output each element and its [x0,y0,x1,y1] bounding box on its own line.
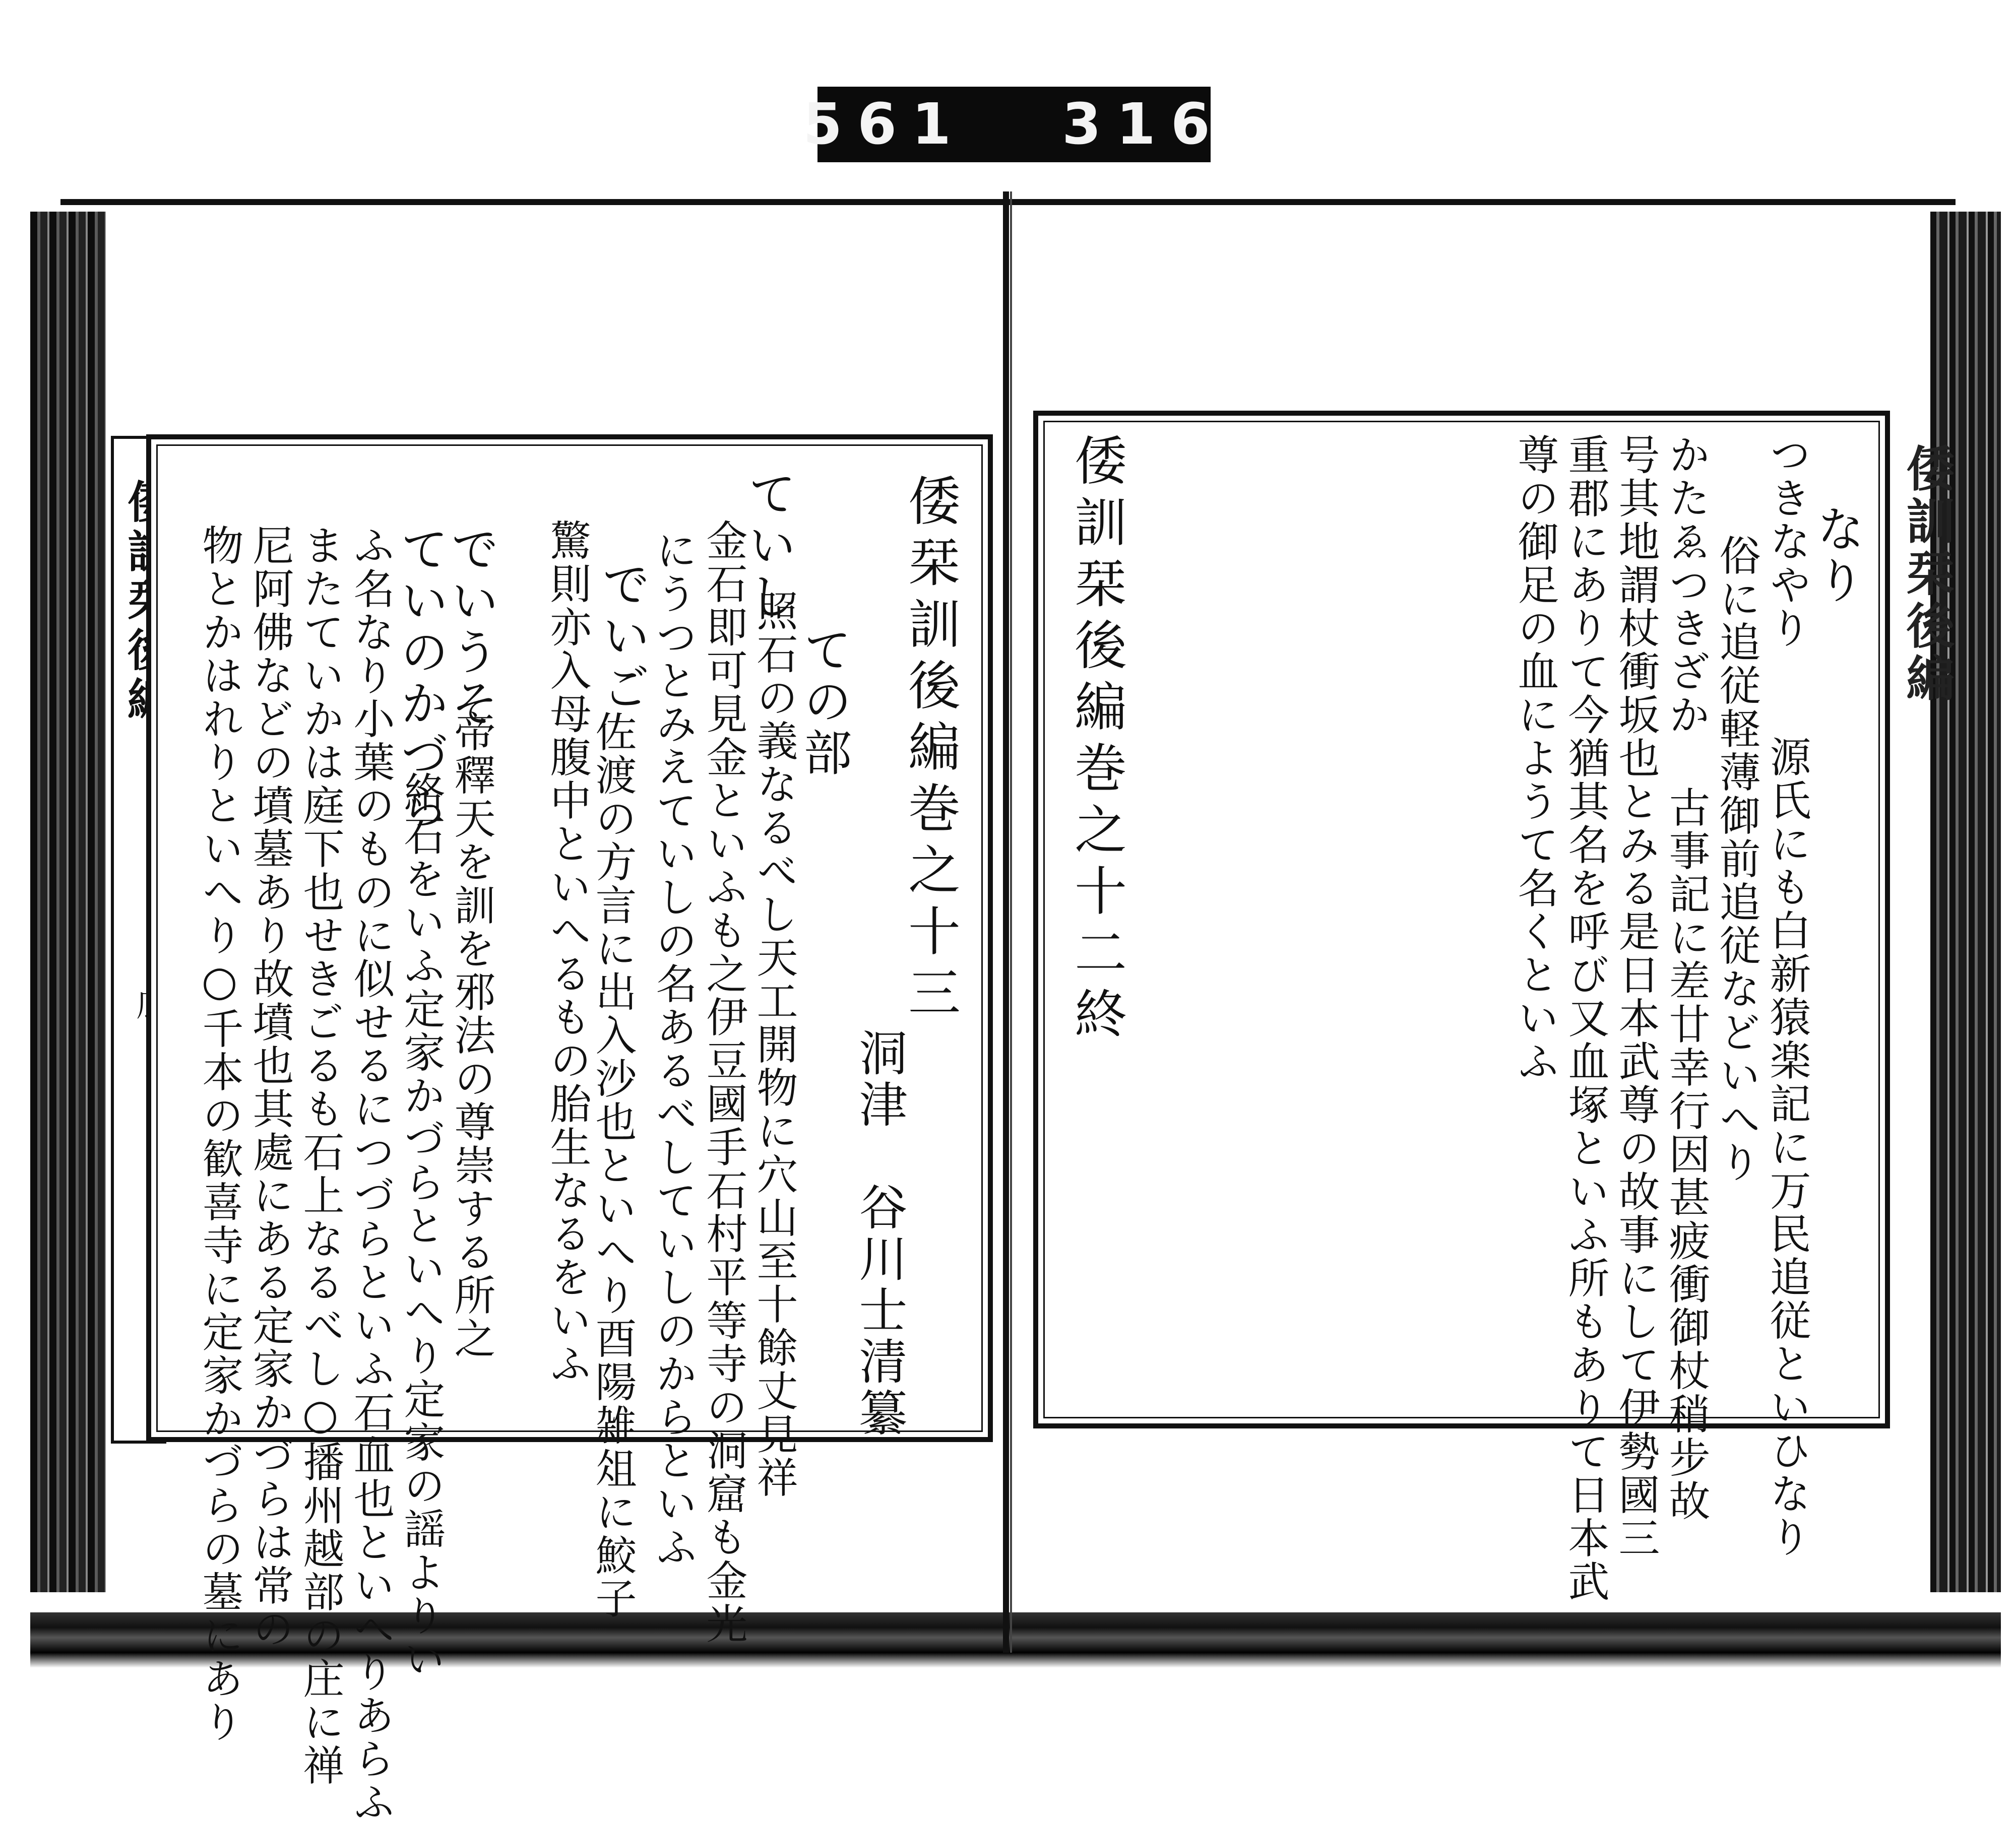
right-edge-title: 倭訓栞後編 [1899,443,1956,705]
left-col-8: 佐渡の方言に出入沙也といへり酉陽雑俎に鮫子 [589,710,637,1620]
left-col-16: 尼阿佛などの墳墓あり故墳也其處にある定家かづらは常の [246,524,294,1651]
left-col-5: 金石即可見金といふも之伊豆國手石村平等寺の洞窟も金光 [700,519,747,1646]
right-col-8: 尊の御足の血にようて名くといふ [1511,433,1559,1083]
catalog-number-part1: 561 [803,92,966,157]
left-col-13: 絡石をいふ定家かづらといへり定家の謡よりい [397,771,445,1681]
book-left-edge [30,212,106,1663]
right-col-2: 源氏にも白新猿楽記に万民追従といひなり [1763,736,1811,1559]
left-col-4: 照石の義なるべし天工開物に穴山至十餘丈見祥 [750,590,798,1500]
right-col-0: なり [1809,504,1865,607]
left-col-9: 驚則亦入母腹中といへるもの胎生なるをいふ [543,519,591,1386]
left-col-15: またていかは庭下也せきごるも石上なるべし○播州越部の庄に禅 [296,524,344,1787]
right-col-7: 重郡にありて今猶其名を呼び又血塚といふ所もありて日本武 [1561,433,1609,1603]
left-page-heading: 倭栞訓後編巻之十三 [899,474,961,1027]
book-right-edge [1930,212,2001,1663]
left-col-17: 物とかはれりといへり○千本の歓喜寺に定家かづらの墓にあり [196,524,243,1744]
catalog-number-part2: 316 [1062,92,1225,157]
right-col-6: 号其地謂杖衝坂也とみる是日本武尊の故事にして伊勢國三 [1612,433,1660,1560]
right-col-4: かたゑつきざか [1662,433,1710,737]
right-col-5: 古事記に差廿幸行因甚疲衝御杖稍步故 [1662,786,1710,1523]
catalog-number-label [803,87,1225,162]
right-page-end-heading: 倭訓栞後編巻之十二終 [1065,433,1127,1048]
left-col-11: 帝釋天を訓を邪法の尊崇する所之 [448,710,495,1360]
left-col-10: でいうそ [443,524,499,730]
left-col-12: ていのかづら [393,524,449,832]
left-col-6: にうつとみえていしの名あるべしていしのからといふ [649,529,697,1569]
left-col-7: でいご [594,559,651,713]
right-col-3: 俗に追従軽薄御前追従などいへり [1713,534,1760,1184]
left-col-3: ていし [740,469,797,623]
left-col-14: ふ名なり小葉のものに似せるにつづらといふ石血也といへりあらふ [347,524,395,1824]
right-col-1: つきなやり [1763,433,1811,650]
book-spine-shadow [1010,191,1012,1653]
left-page-author: 洞津 谷川士清纂 [851,1028,908,1439]
book-spine [1003,191,1009,1653]
left-section-heading: ての部 [796,625,852,779]
